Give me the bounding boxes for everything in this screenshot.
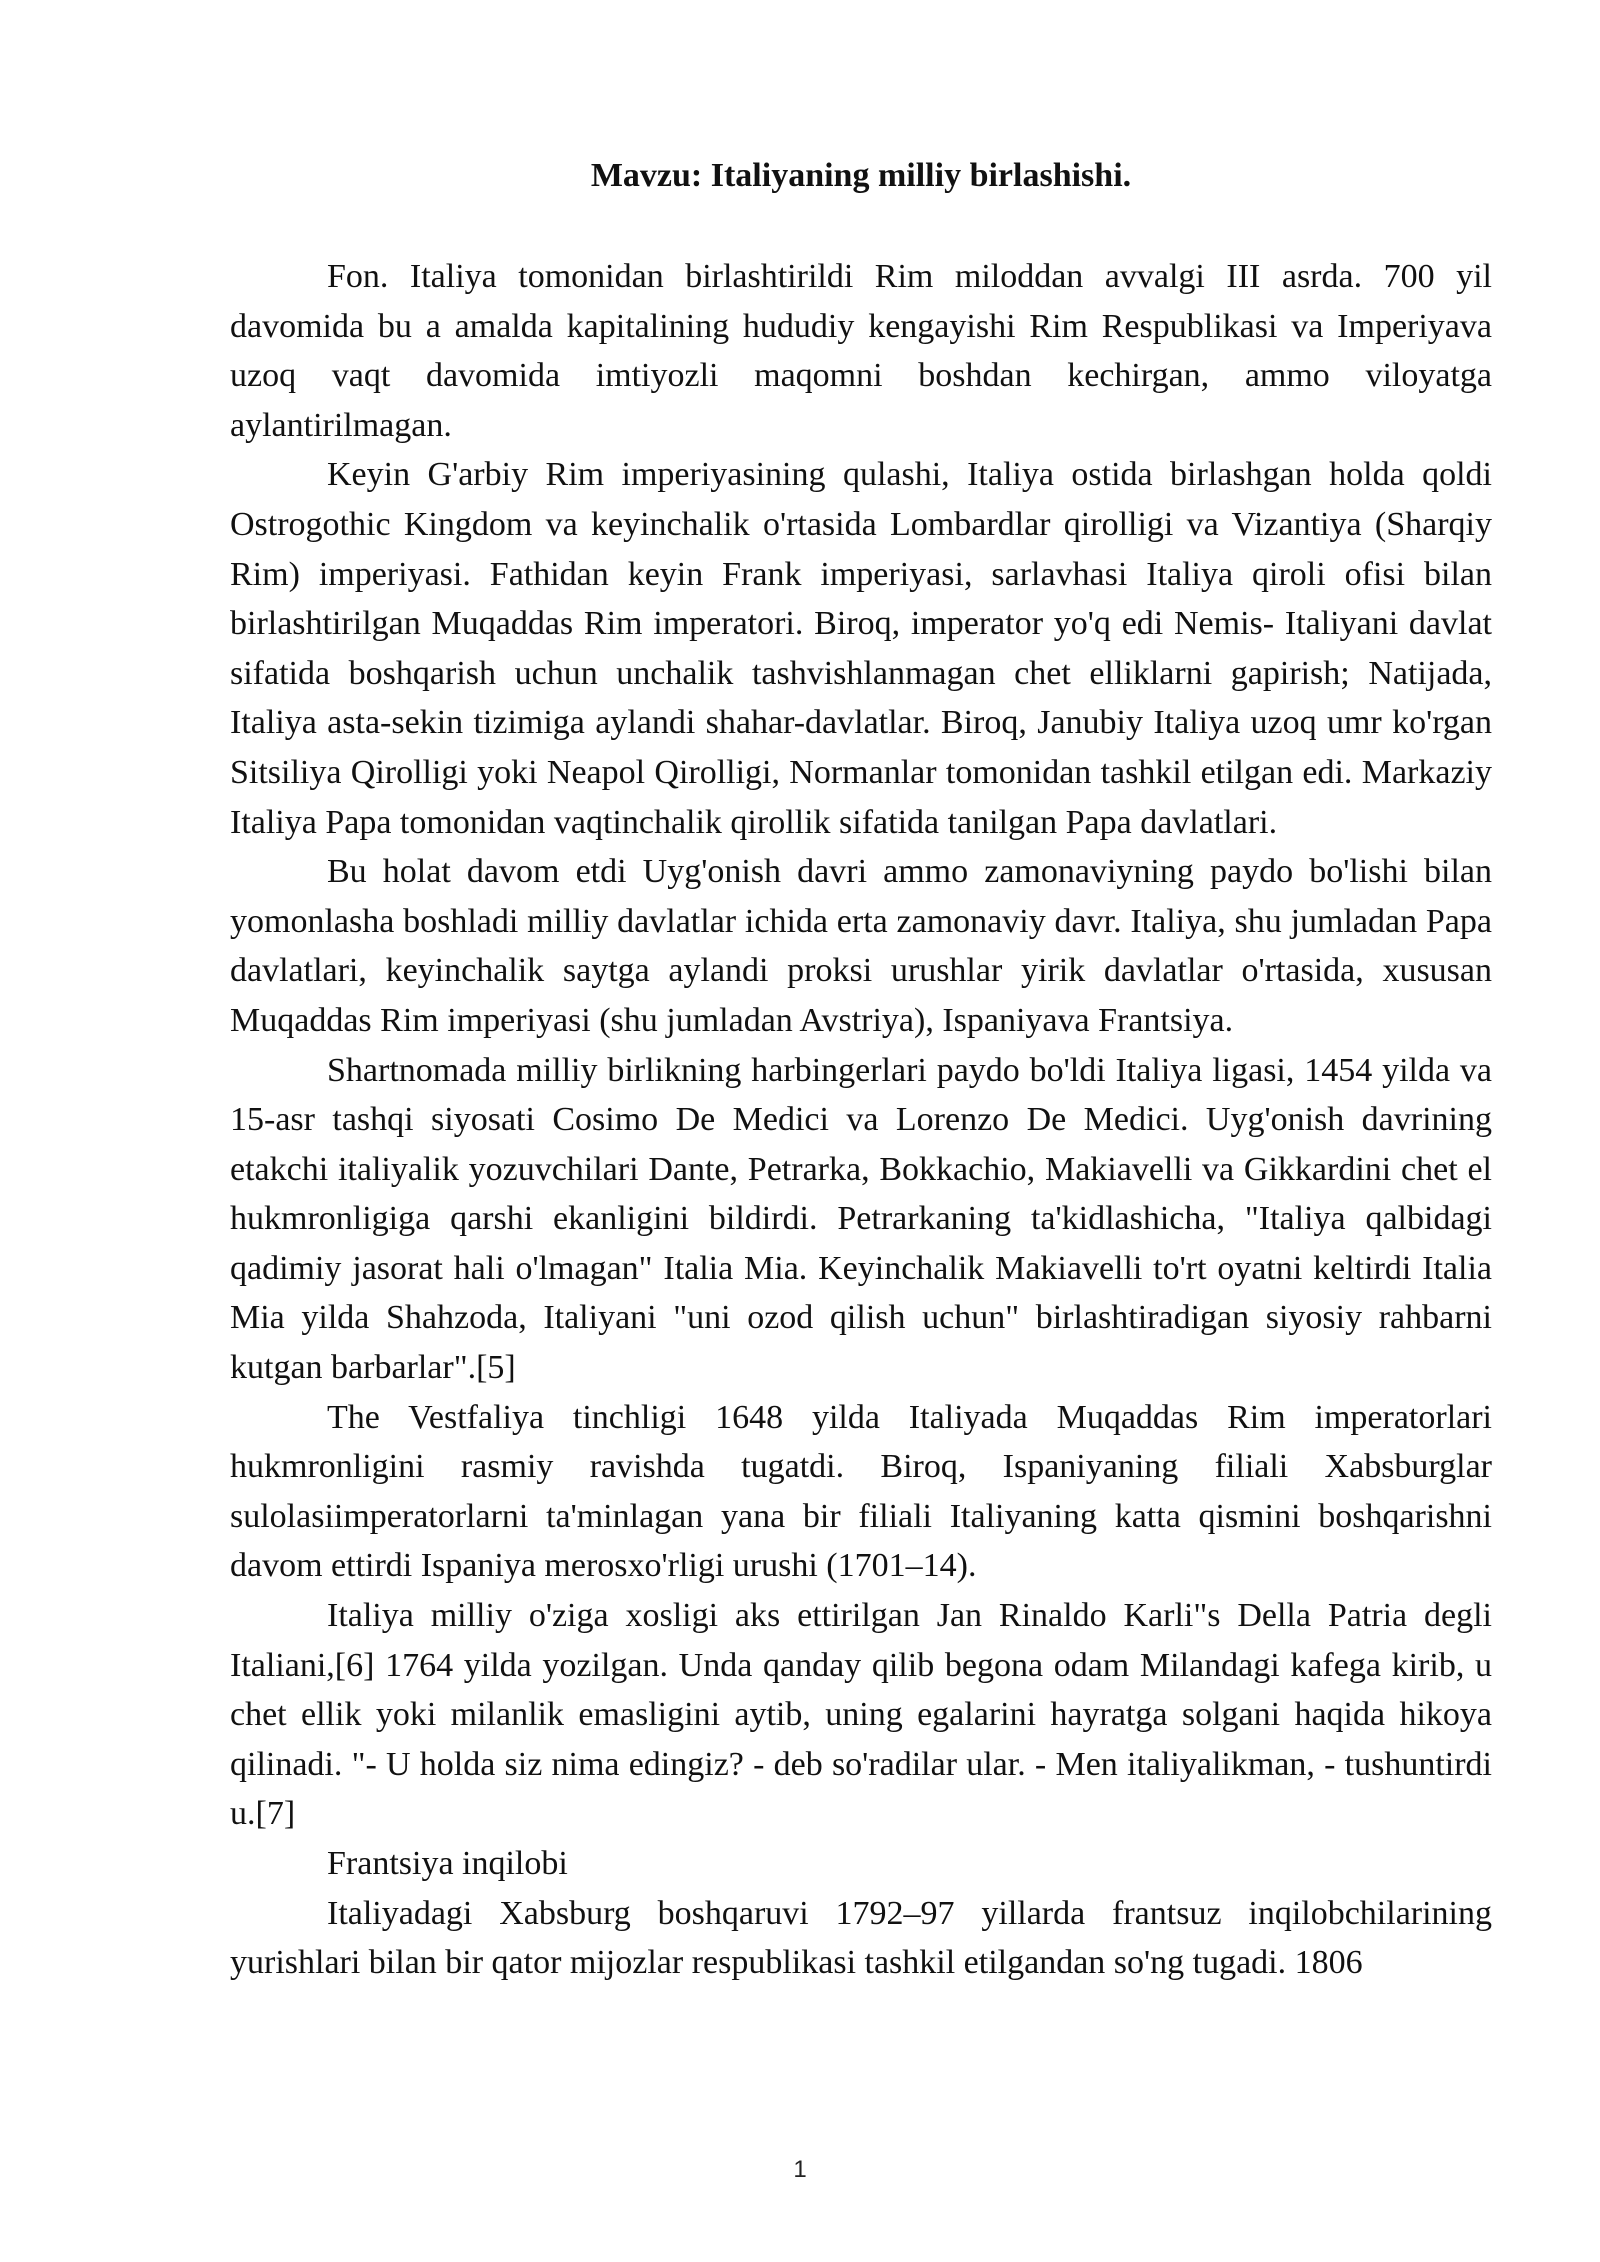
paragraph-background: Fon. Italiya tomonidan birlashtirildi Rim miloddan avvalgi III asrda. 700 yil davomida bu a amalda kapitalining hududiy kengayishi Rim Respublikasi va Imperiyava uzoq vaqt davomida imtiyozli maqomni boshdan kechirgan, ammo viloyatga aylantirilmagan. [230,258,1492,444]
paragraph-western-rome: Keyin G'arbiy Rim imperiyasining qulashi, Italiya ostida birlashgan holda qoldi Ostrogothic Kingdom va keyinchalik o'rtasida Lombardlar qirolligi va Vizantiya (Sharqiy Rim) imperiyasi. Fathidan keyin Frank imperiyasi, sarlavhasi Italiya qiroli ofisi bilan birlashtirilgan Muqaddas Rim imperatori. Biroq, imperator yo'q edi Nemis- Italiyani davlat sifatida boshqarish uchun unchalik tashvishlanmagan chet elliklarni gapirish; Natijada, Italiya asta-sekin tizimiga aylandi shahar-davlatlar. Biroq, Janubiy Italiya uzoq umr ko'rgan Sitsiliya Qirolligi yoki Neapol Qirolligi, Normanlar tomonidan tashkil etilgan edi. Markaziy Italiya Papa tomonidan vaqtinchalik qirollik sifatida tanilgan Papa davlatlari. [230,456,1492,841]
paragraph-italian-league: Shartnomada milliy birlikning harbingerlari paydo bo'ldi Italiya ligasi, 1454 yilda va 15-asr tashqi siyosati Cosimo De Medici va Lorenzo De Medici. Uyg'onish davrining etakchi italiyalik yozuvchilari Dante, Petrarka, Bokkachio, Makiavelli va Gikkardini chet el hukmronligiga qarshi ekanligini bildirdi. Petrarkaning ta'kidlashicha, "Italiya qalbidagi qadimiy jasorat hali o'lmagan" Italia Mia. Keyinchalik Makiavelli to'rt oyatni keltirdi Italia Mia yilda Shahzoda, Italiyani "uni ozod qilish uchun" birlashtiradigan siyosiy rahbarni kutgan barbarlar".[5] [230,1051,1492,1387]
paragraph-habsburg-rule: Italiyadagi Xabsburg boshqaruvi 1792–97 yillarda frantsuz inqilobchilarining yurishlari bilan bir qator mijozlar respublikasi tashkil etilgandan so'ng tugadi. 1806 [230,1894,1492,1982]
section-heading-french-revolution: Frantsiya inqilobi [327,1845,568,1882]
page-number: 1 [793,2156,807,2183]
paragraph-renaissance: Bu holat davom etdi Uyg'onish davri ammo zamonaviyning paydo bo'lishi bilan yomonlasha boshladi milliy davlatlar ichida erta zamonaviy davr. Italiya, shu jumladan Papa davlatlari, keyinchalik saytga aylandi proksi urushlar yirik davlatlar o'rtasida, xususan Muqaddas Rim imperiyasi (shu jumladan Avstriya), Ispaniyava Frantsiya. [230,853,1492,1039]
paragraph-national-identity: Italiya milliy o'ziga xosligi aks ettirilgan Jan Rinaldo Karli"s Della Patria degli Italiani,[6] 1764 yilda yozilgan. Unda qanday qilib begona odam Milandagi kafega kirib, u chet ellik yoki milanlik emasligini aytib, uning egalarini hayratga solgani haqida hikoya qilinadi. "- U holda siz nima edingiz? - deb so'radilar ular. - Men italiyalikman, - tushuntirdi u.[7] [230,1597,1492,1833]
paragraph-westphalia: The Vestfaliya tinchligi 1648 yilda Italiyada Muqaddas Rim imperatorlari hukmronligini rasmiy ravishda tugatdi. Biroq, Ispaniyaning filiali Xabsburglar sulolasiimperatorlarni ta'minlagan yana bir filiali Italiyaning katta qismini boshqarishni davom ettirdi Ispaniya merosxo'rligi urushi (1701–14). [230,1398,1492,1585]
document-title: Mavzu: Italiyaning milliy birlashishi. [590,157,1132,194]
document-body [230,252,1492,1988]
